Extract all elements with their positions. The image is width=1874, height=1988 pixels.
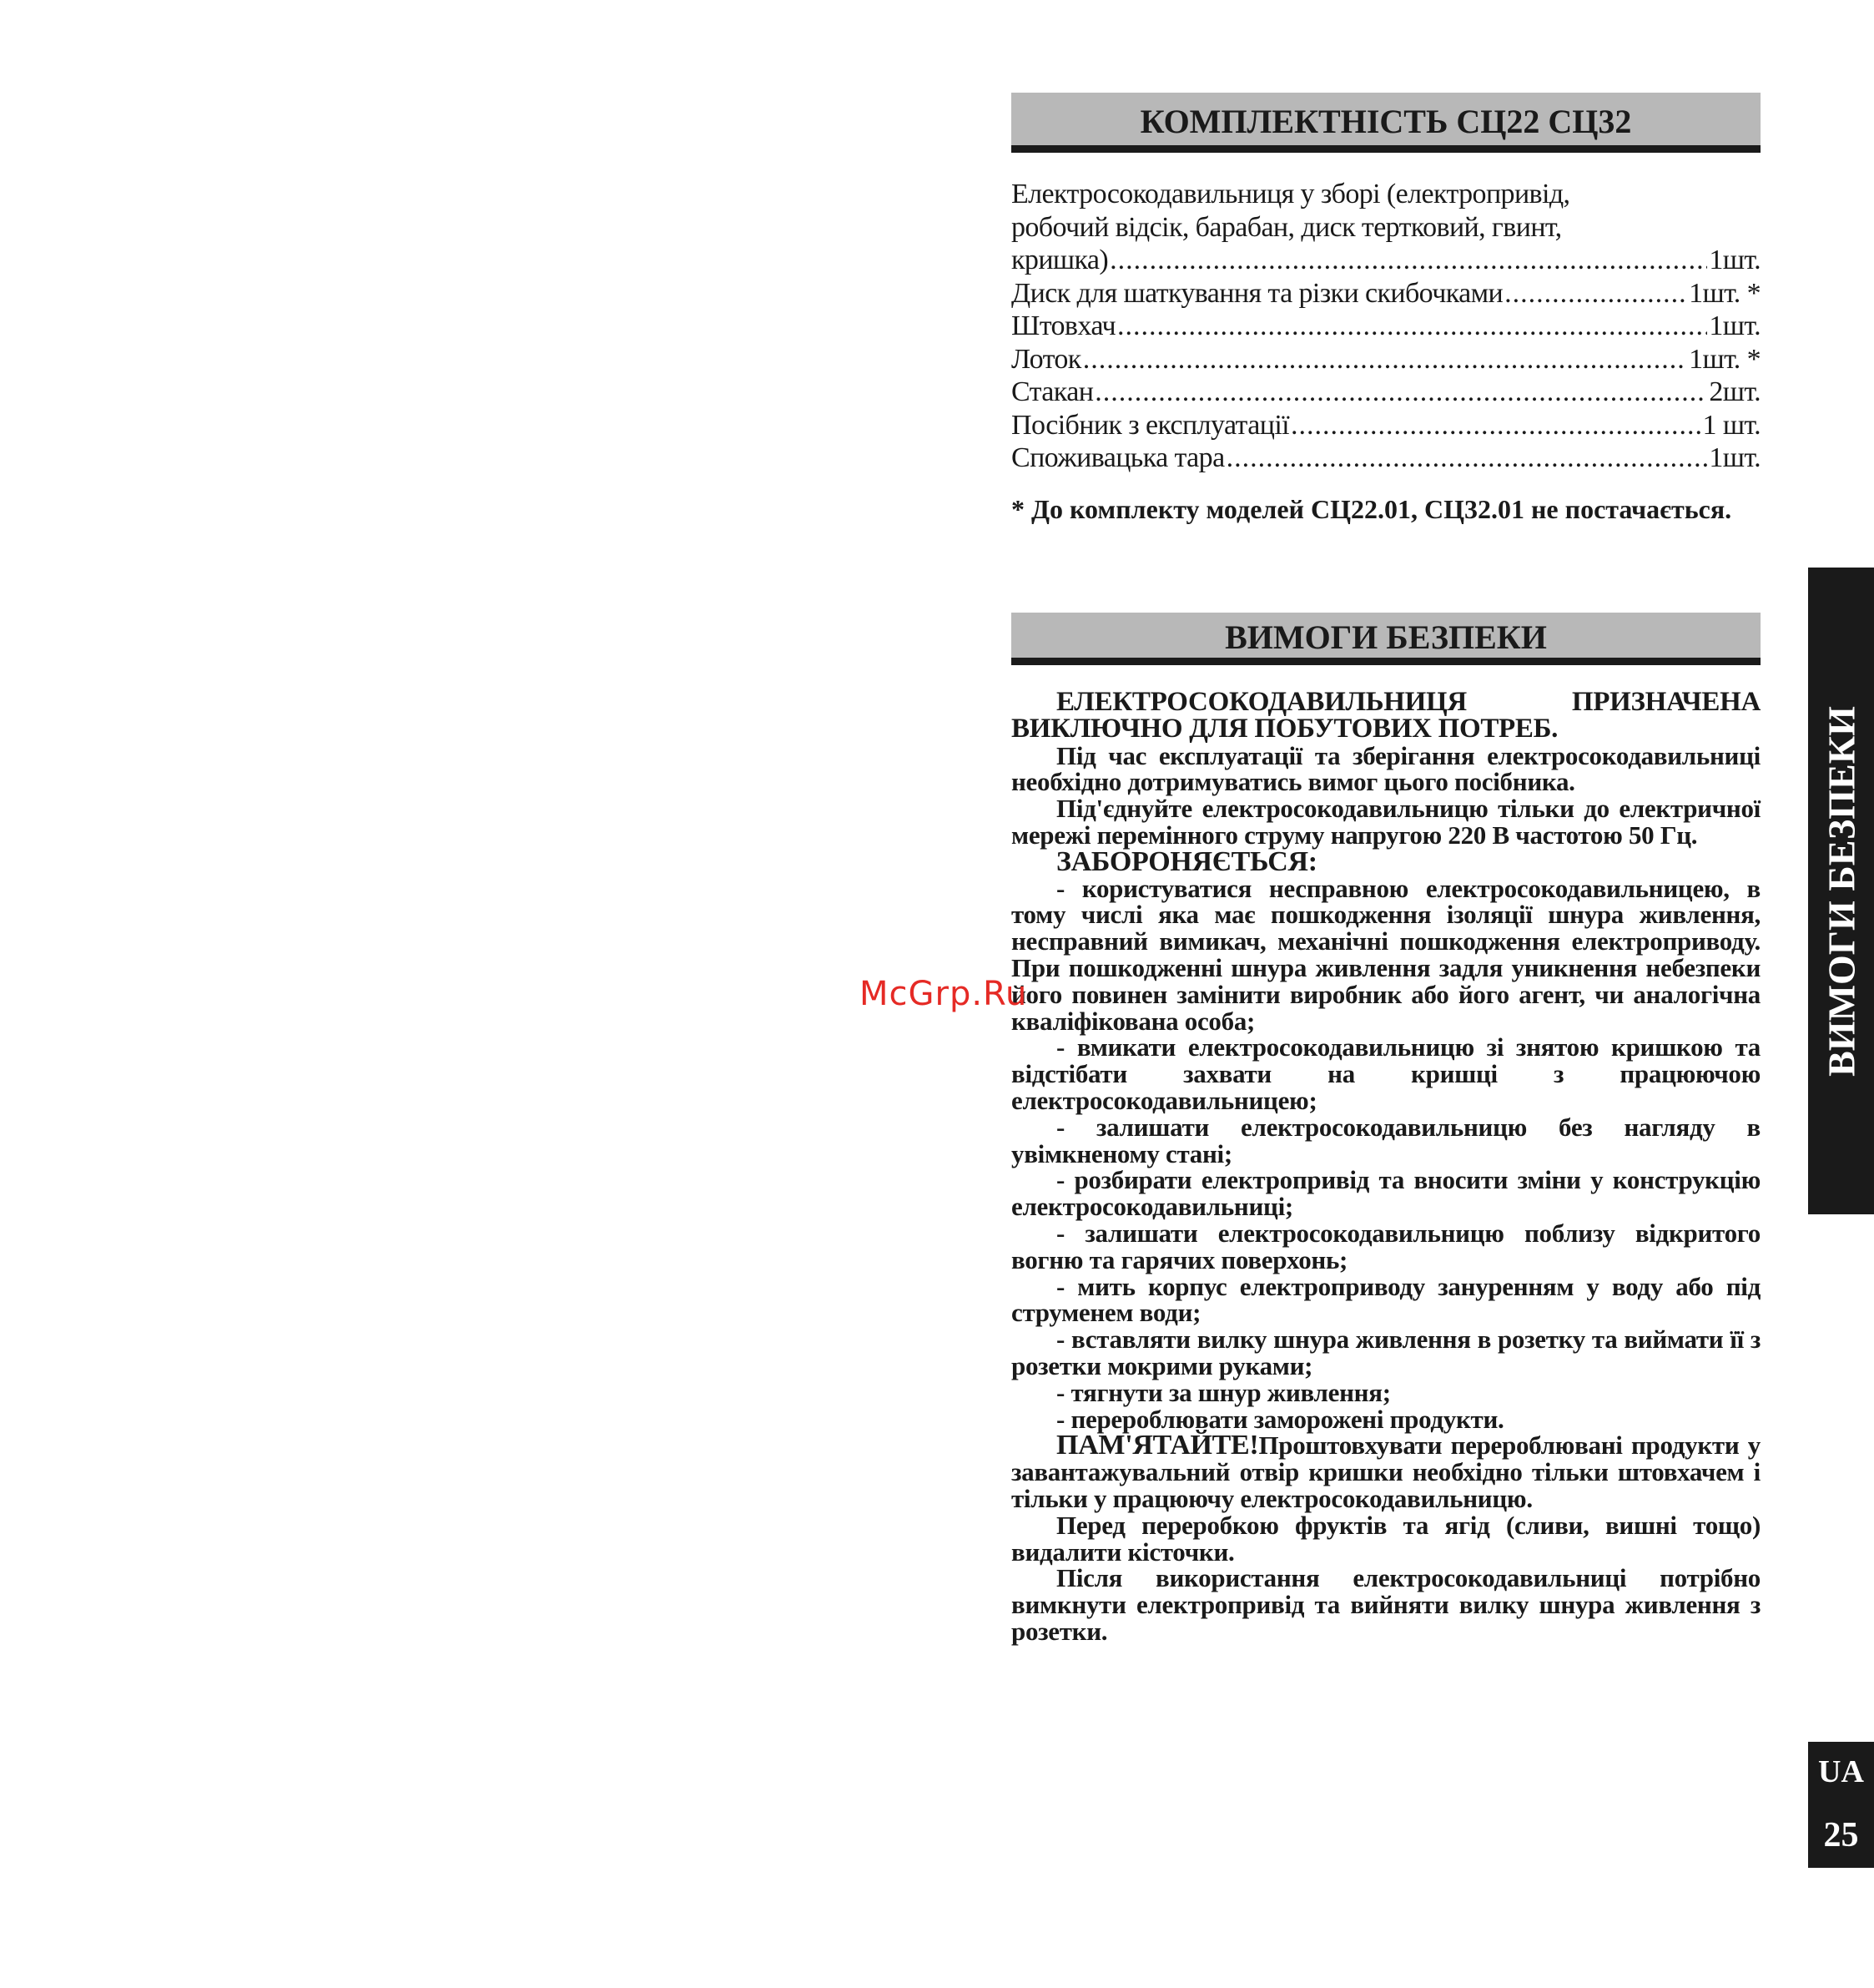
leader-dots — [1291, 409, 1701, 442]
item-name: Лоток — [1011, 343, 1081, 375]
section-side-tab — [1808, 568, 1874, 1214]
list-item — [1011, 310, 1761, 343]
completeness-note — [1011, 492, 1761, 526]
forbidden-item: - залишати електросокодавильницю поблизу відкритого вогню та гарячих поверхонь; — [1011, 1218, 1761, 1274]
list-item — [1011, 277, 1761, 310]
pits-paragraph: Перед переробкою фруктів та ягід (сливи, вишні тощо) видалити кісточки. — [1011, 1510, 1761, 1567]
forbidden-item: - користуватися несправною електросокодавильницею, в тому числі яка має пошкодження ізоляції шнура живлення, несправний вимикач, механічні пошкодження електроприводу. При пошкодженні шнура живлення задля уникнення небезпеки його повинен замінити виробник або його агент, чи аналогічна кваліфікована особа; — [1011, 873, 1761, 1036]
list-item — [1011, 441, 1761, 475]
note-models: СЦ22.01, СЦ32.01 — [1310, 494, 1524, 524]
completeness-title: КОМПЛЕКТНІСТЬ СЦ22 СЦ32 — [1011, 93, 1761, 153]
item-name: Споживацька тара — [1011, 442, 1225, 473]
forbidden-item: - розбирати електропривід та вносити зміни у конструкцію електросокодавильниці; — [1011, 1165, 1761, 1222]
item-qty: 1шт. * — [1689, 277, 1761, 309]
item-qty: 2шт. — [1709, 376, 1761, 407]
forbidden-item: - перероблювати заморожені продукти. — [1056, 1404, 1504, 1434]
item-name: Штовхач — [1011, 310, 1116, 341]
leader-dots — [1110, 244, 1707, 277]
watermark: McGrp.Ru — [859, 975, 1028, 1013]
power-paragraph: Під'єднуйте електросокодавильницю тільки до електричної мережі перемінного струму напругою 220 В частотою 50 Гц. — [1011, 794, 1761, 850]
item-name: Диск для шаткування та різки скибочками — [1011, 277, 1504, 309]
remember-label: ПАМ'ЯТАЙТЕ! — [1056, 1430, 1259, 1461]
forbidden-item: - залишати електросокодавильницю без нагляду в увімкненому стані; — [1011, 1112, 1761, 1168]
leader-dots — [1504, 277, 1687, 310]
leader-dots — [1117, 310, 1707, 343]
note-suffix: не постачається. — [1524, 494, 1732, 524]
leader-dots — [1095, 376, 1707, 409]
item-name: Посібник з експлуатації — [1011, 409, 1290, 441]
intro-line: робочий відсік, барабан, диск тертковий, гвинт, — [1011, 211, 1562, 243]
completeness-list — [1011, 178, 1761, 475]
list-item — [1011, 409, 1761, 442]
item-qty: 1шт. — [1709, 245, 1761, 275]
purpose-paragraph: ЕЛЕКТРОСОКОДАВИЛЬНИЦЯ ПРИЗНАЧЕНА ВИКЛЮЧНО ДЛЯ ПОБУТОВИХ ПОТРЕБ. — [1011, 687, 1761, 744]
list-item — [1011, 244, 1761, 277]
forbidden-heading: ЗАБОРОНЯЄТЬСЯ: — [1056, 845, 1317, 877]
forbidden-item: - мить корпус електроприводу зануренням у воду або під струменем води; — [1011, 1271, 1761, 1328]
language-code: UA — [1818, 1754, 1864, 1789]
note-prefix: * До комплекту моделей — [1011, 494, 1311, 524]
page-number: 25 — [1823, 1816, 1859, 1854]
side-tab-label: ВИМОГИ БЕЗПЕКИ — [1820, 705, 1862, 1077]
leader-dots — [1227, 441, 1708, 475]
item-name: Стакан — [1011, 376, 1094, 407]
safety-text — [1011, 689, 1761, 1645]
forbidden-item: - вставляти вилку шнура живлення в розетку та виймати її з розетки мокрими руками; — [1011, 1324, 1761, 1380]
item-qty: 1 шт. — [1702, 409, 1761, 441]
item-name: кришка) — [1011, 245, 1109, 275]
remember-text: Проштовхувати перероблювані продукти у завантажувальний отвір кришки необхідно тільки штовхачем і тільки у працюючу електросокодавильницю. — [1011, 1430, 1761, 1513]
forbidden-item: - тягнути за шнур живлення; — [1056, 1377, 1391, 1407]
manual-paragraph: Під час експлуатації та зберігання електросокодавильниці необхідно дотримуватись вимог цього посібника. — [1011, 740, 1761, 797]
leader-dots — [1083, 343, 1687, 376]
item-qty: 1шт. — [1709, 310, 1761, 341]
intro-line: Електросокодавильниця у зборі (електропривід, — [1011, 179, 1570, 209]
item-qty: 1шт. * — [1689, 343, 1761, 375]
item-qty: 1шт. — [1709, 442, 1761, 473]
after-use-paragraph: Після використання електросокодавильниці потрібно вимкнути електропривід та вийняти вилку шнура живлення з розетки. — [1011, 1563, 1761, 1646]
remember-paragraph — [1011, 1432, 1761, 1511]
list-item — [1011, 343, 1761, 376]
page-marker — [1808, 1742, 1874, 1868]
forbidden-item: - вмикати електросокодавильницю зі знятою кришкою та відстібати захвати на кришці з працюючою електросокодавильницею; — [1011, 1032, 1761, 1115]
list-item — [1011, 376, 1761, 409]
safety-title: ВИМОГИ БЕЗПЕКИ — [1011, 613, 1761, 665]
